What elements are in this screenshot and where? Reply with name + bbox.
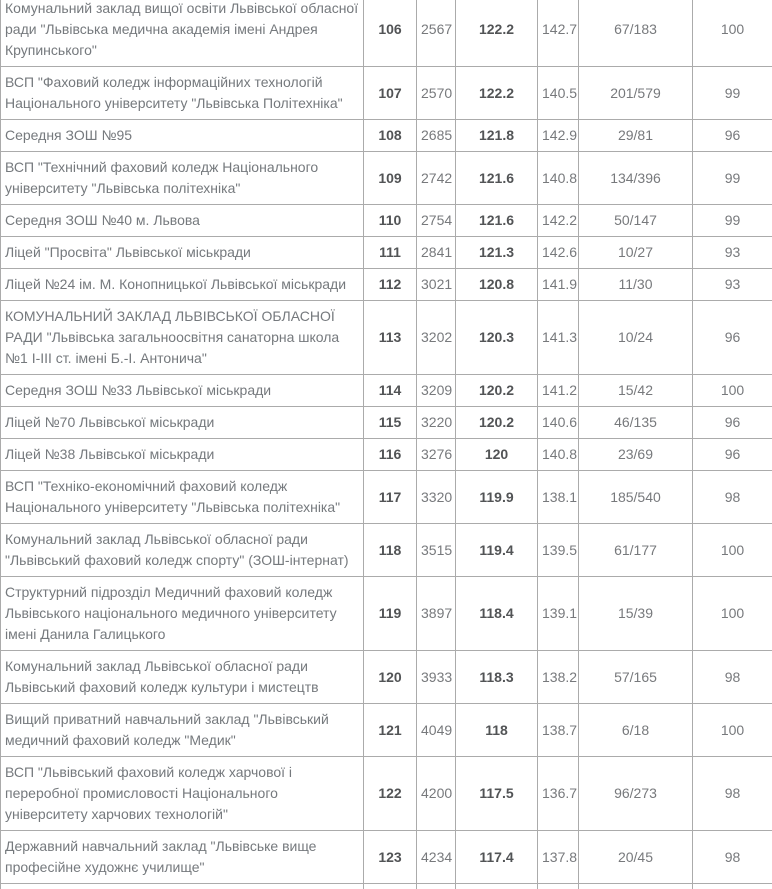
score-primary-cell: 117.5: [456, 757, 538, 831]
rank-cell: 114: [364, 375, 417, 407]
name-cell: Ліцей №38 Львівської міськради: [1, 439, 364, 471]
table-row: [1, 704, 772, 757]
name-cell: Середня ЗОШ №95: [1, 120, 364, 152]
number-cell: 2567: [417, 0, 456, 67]
score-secondary-cell: 141.9: [538, 269, 579, 301]
name-cell: Структурний підрозділ Медичний фаховий коледж Львівського національного медичного університету імені Данила Галицького: [1, 577, 364, 651]
score-secondary-cell: [538, 884, 579, 889]
rank-cell: 115: [364, 407, 417, 439]
name-cell: ВСП "Фаховий коледж інформаційних технологій Національного університету "Львівська Політехніка": [1, 67, 364, 120]
percent-cell: 100: [693, 375, 772, 407]
score-primary-cell: 120.2: [456, 407, 538, 439]
score-primary-cell: 119.4: [456, 524, 538, 577]
table-row: [1, 651, 772, 704]
table-row: [1, 237, 772, 269]
score-secondary-cell: 140.8: [538, 439, 579, 471]
percent-cell: 96: [693, 407, 772, 439]
score-secondary-cell: 138.2: [538, 651, 579, 704]
score-secondary-cell: 142.2: [538, 205, 579, 237]
fraction-cell: 29/81: [579, 120, 693, 152]
table-row: [1, 439, 772, 471]
number-cell: [417, 884, 456, 889]
fraction-cell: 23/69: [579, 439, 693, 471]
score-primary-cell: 118.4: [456, 577, 538, 651]
fraction-cell: 46/135: [579, 407, 693, 439]
table-row: [1, 0, 772, 67]
number-cell: 4049: [417, 704, 456, 757]
score-secondary-cell: 139.1: [538, 577, 579, 651]
fraction-cell: 57/165: [579, 651, 693, 704]
rank-cell: 113: [364, 301, 417, 375]
number-cell: 3021: [417, 269, 456, 301]
rank-cell: 117: [364, 471, 417, 524]
percent-cell: 93: [693, 237, 772, 269]
fraction-cell: 15/39: [579, 577, 693, 651]
score-secondary-cell: 136.7: [538, 757, 579, 831]
table-row: [1, 757, 772, 831]
name-cell: Середня ЗОШ №33 Львівської міськради: [1, 375, 364, 407]
percent-cell: 100: [693, 704, 772, 757]
score-primary-cell: 120.3: [456, 301, 538, 375]
score-primary-cell: 118.3: [456, 651, 538, 704]
rank-cell: 116: [364, 439, 417, 471]
fraction-cell: 50/147: [579, 205, 693, 237]
name-cell: ВСП "Технічний фаховий коледж Національного університету "Львівська політехніка": [1, 152, 364, 205]
percent-cell: 98: [693, 651, 772, 704]
score-secondary-cell: 142.7: [538, 0, 579, 67]
score-primary-cell: 121.6: [456, 152, 538, 205]
score-primary-cell: 117.4: [456, 831, 538, 884]
fraction-cell: 10/24: [579, 301, 693, 375]
score-secondary-cell: 140.5: [538, 67, 579, 120]
table-row: [1, 301, 772, 375]
rank-cell: [364, 884, 417, 889]
rank-cell: 108: [364, 120, 417, 152]
rank-cell: 122: [364, 757, 417, 831]
table-row: [1, 205, 772, 237]
percent-cell: 93: [693, 269, 772, 301]
rank-cell: 106: [364, 0, 417, 67]
fraction-cell: [579, 884, 693, 889]
rank-cell: 109: [364, 152, 417, 205]
score-primary-cell: 121.3: [456, 237, 538, 269]
table-row: [1, 67, 772, 120]
rank-cell: 121: [364, 704, 417, 757]
number-cell: 3202: [417, 301, 456, 375]
percent-cell: 96: [693, 120, 772, 152]
fraction-cell: 61/177: [579, 524, 693, 577]
fraction-cell: 134/396: [579, 152, 693, 205]
score-secondary-cell: 138.1: [538, 471, 579, 524]
name-cell: КОМУНАЛЬНИЙ ЗАКЛАД ЛЬВІВСЬКОЇ ОБЛАСНОЇ РАДИ "Львівська загальноосвітня санаторна школа №1 І-ІІІ ст. імені Б.-І. Антонича": [1, 301, 364, 375]
score-primary-cell: 119.9: [456, 471, 538, 524]
rank-cell: 120: [364, 651, 417, 704]
name-cell: Ліцей "Просвіта" Львівської міськради: [1, 237, 364, 269]
number-cell: 3220: [417, 407, 456, 439]
fraction-cell: 11/30: [579, 269, 693, 301]
rank-cell: 119: [364, 577, 417, 651]
table-row: [1, 407, 772, 439]
name-cell: [1, 884, 364, 889]
rank-cell: 111: [364, 237, 417, 269]
score-secondary-cell: 140.8: [538, 152, 579, 205]
table-row: [1, 831, 772, 884]
fraction-cell: 6/18: [579, 704, 693, 757]
number-cell: 3897: [417, 577, 456, 651]
score-primary-cell: 122.2: [456, 0, 538, 67]
percent-cell: 96: [693, 301, 772, 375]
name-cell: ВСП "Львівський фаховий коледж харчової і переробної промисловості Національного університету харчових технологій": [1, 757, 364, 831]
rank-cell: 118: [364, 524, 417, 577]
rank-cell: 112: [364, 269, 417, 301]
score-primary-cell: 120.2: [456, 375, 538, 407]
number-cell: 3276: [417, 439, 456, 471]
rank-cell: 123: [364, 831, 417, 884]
fraction-cell: 96/273: [579, 757, 693, 831]
score-secondary-cell: 140.6: [538, 407, 579, 439]
score-primary-cell: 118: [456, 704, 538, 757]
table-row: [1, 524, 772, 577]
table-row: [1, 471, 772, 524]
rank-cell: 110: [364, 205, 417, 237]
name-cell: Ліцей №70 Львівської міськради: [1, 407, 364, 439]
score-primary-cell: 120: [456, 439, 538, 471]
score-secondary-cell: 138.7: [538, 704, 579, 757]
score-primary-cell: 121.8: [456, 120, 538, 152]
name-cell: Комунальний заклад Львівської обласної ради Львівський фаховий коледж культури і мистецтв: [1, 651, 364, 704]
number-cell: 2841: [417, 237, 456, 269]
percent-cell: 99: [693, 152, 772, 205]
score-secondary-cell: 142.6: [538, 237, 579, 269]
number-cell: 3933: [417, 651, 456, 704]
number-cell: 3320: [417, 471, 456, 524]
name-cell: Ліцей №24 ім. М. Конопницької Львівської міськради: [1, 269, 364, 301]
fraction-cell: 20/45: [579, 831, 693, 884]
name-cell: Комунальний заклад вищої освіти Львівської обласної ради "Львівська медична академія імені Андрея Крупинського": [1, 0, 364, 67]
score-primary-cell: [456, 884, 538, 889]
score-primary-cell: 122.2: [456, 67, 538, 120]
number-cell: 4234: [417, 831, 456, 884]
score-secondary-cell: 139.5: [538, 524, 579, 577]
rank-cell: 107: [364, 67, 417, 120]
percent-cell: 99: [693, 67, 772, 120]
name-cell: Комунальний заклад Львівської обласної ради "Львівський фаховий коледж спорту" (ЗОШ-інтернат): [1, 524, 364, 577]
number-cell: 3209: [417, 375, 456, 407]
table-row: [1, 120, 772, 152]
fraction-cell: 201/579: [579, 67, 693, 120]
percent-cell: 98: [693, 831, 772, 884]
score-primary-cell: 120.8: [456, 269, 538, 301]
fraction-cell: 15/42: [579, 375, 693, 407]
score-secondary-cell: 141.2: [538, 375, 579, 407]
table-row: [1, 152, 772, 205]
score-secondary-cell: 137.8: [538, 831, 579, 884]
percent-cell: 99: [693, 205, 772, 237]
number-cell: 4200: [417, 757, 456, 831]
percent-cell: 100: [693, 524, 772, 577]
score-secondary-cell: 142.9: [538, 120, 579, 152]
percent-cell: 98: [693, 757, 772, 831]
table-row-partial: [1, 884, 772, 889]
table-row: [1, 577, 772, 651]
table-row: [1, 269, 772, 301]
number-cell: 2754: [417, 205, 456, 237]
number-cell: 2742: [417, 152, 456, 205]
name-cell: ВСП "Техніко-економічний фаховий коледж Національного університету "Львівська політехніка": [1, 471, 364, 524]
fraction-cell: 10/27: [579, 237, 693, 269]
percent-cell: 96: [693, 439, 772, 471]
percent-cell: 98: [693, 471, 772, 524]
name-cell: Середня ЗОШ №40 м. Львова: [1, 205, 364, 237]
fraction-cell: 67/183: [579, 0, 693, 67]
name-cell: Державний навчальний заклад "Львівське вище професійне художнє училище": [1, 831, 364, 884]
table-row: [1, 375, 772, 407]
score-secondary-cell: 141.3: [538, 301, 579, 375]
percent-cell: [693, 884, 772, 889]
number-cell: 3515: [417, 524, 456, 577]
number-cell: 2570: [417, 67, 456, 120]
percent-cell: 100: [693, 0, 772, 67]
score-primary-cell: 121.6: [456, 205, 538, 237]
name-cell: Вищий приватний навчальний заклад "Львівський медичний фаховий коледж "Медик": [1, 704, 364, 757]
percent-cell: 100: [693, 577, 772, 651]
number-cell: 2685: [417, 120, 456, 152]
fraction-cell: 185/540: [579, 471, 693, 524]
